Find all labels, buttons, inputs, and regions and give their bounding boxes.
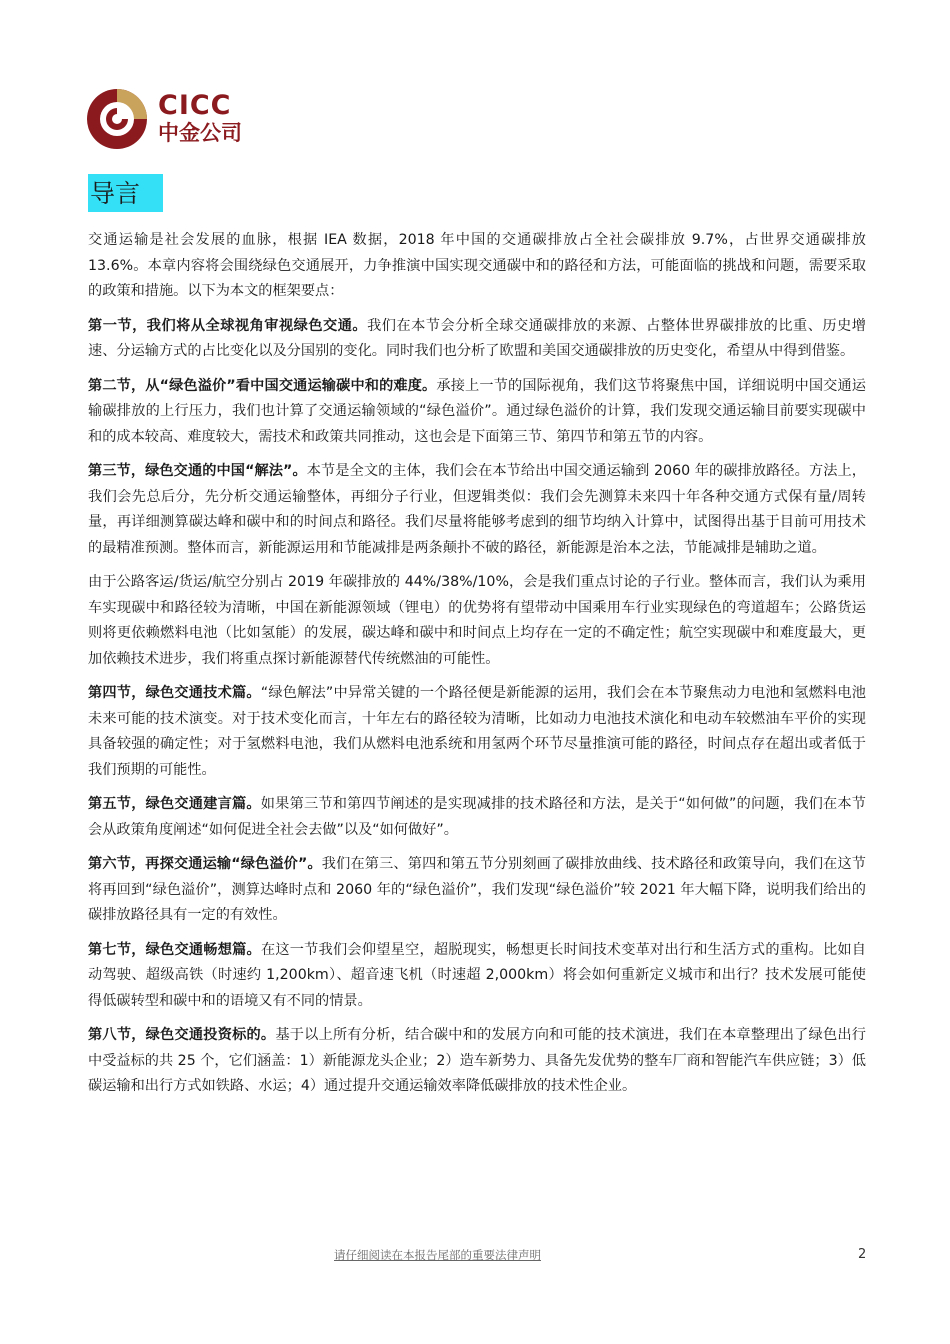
paragraph-text: 承接上一节的国际视角，我们这节将聚焦中国，详细说明中国交通运输碳排放的上行压力，我们也计算了交通运输领域的“绿色溢价”。通过绿色溢价的计算，我们发现交通运输目前要实现碳中和的成本较高、难度较大，需技术和政策共同推动，这也会是下面第三节、第四节和第五节的内容。 <box>88 377 866 445</box>
paragraph-lead: 第二节，从“绿色溢价”看中国交通运输碳中和的难度。 <box>88 377 437 394</box>
paragraph-lead: 第四节，绿色交通技术篇。 <box>88 685 261 701</box>
paragraph-text: 由于公路客运/货运/航空分别占 2019 年碳排放的 44%/38%/10%，会是我们重点讨论的子行业。整体而言，我们认为乘用车实现碳中和路径较为清晰，中国在新能源领域（锂电）的优势将有望带动中国乘用车行业实现绿色的弯道超车；公路货运则将更依赖燃料电池（比如氢能）的发展，碳达峰和碳中和时间点上均存在一定的不确定性；航空实现碳中和难度最大，更加依赖技术进步，我们将重点探讨新能源替代传统燃油的可能性。 <box>88 574 866 667</box>
paragraph-text: 交通运输是社会发展的血脉，根据 IEA 数据，2018 年中国的交通碳排放占全社会碳排放 9.7%，占世界交通碳排放 13.6%。本章内容将会围绕绿色交通展开，力争推演中国实现交通碳中和的路径和方法，可能面临的挑战和问题，需要采取的政策和措施。以下为本文的框架要点： <box>88 232 866 299</box>
paragraph-section-8 <box>88 1023 866 1100</box>
paragraph-lead: 第七节，绿色交通畅想篇。 <box>88 941 261 958</box>
legal-disclaimer-link[interactable]: 请仔细阅读在本报告尾部的重要法律声明 <box>334 1248 541 1262</box>
paragraph-lead: 第八节，绿色交通投资标的。 <box>88 1027 276 1043</box>
cicc-logo-icon <box>86 88 148 150</box>
cicc-logo <box>86 88 256 150</box>
logo-text-zh: 中金公司 <box>158 121 242 145</box>
paragraph-lead: 第五节，绿色交通建言篇。 <box>88 796 261 812</box>
paragraph-text: 在这一节我们会仰望星空，超脱现实，畅想更长时间技术变革对出行和生活方式的重构。比如自动驾驶、超级高铁（时速约 1,200km）、超音速飞机（时速超 2,000km）将会如何重新定义城市和出行？技术发展可能使得低碳转型和碳中和的语境又有不同的情景。 <box>88 941 866 1009</box>
section-title: 导言 <box>88 174 163 212</box>
paragraph-text: 我们在本节会分析全球交通碳排放的来源、占整体世界碳排放的比重、历史增速、分运输方式的占比变化以及分国别的变化。同时我们也分析了欧盟和美国交通碳排放的历史变化，希望从中得到借鉴。 <box>88 317 866 359</box>
paragraph-section-3 <box>88 459 866 561</box>
paragraph-section-2 <box>88 374 866 451</box>
paragraph-text: 我们在第三、第四和第五节分别刻画了碳排放曲线、技术路径和政策导向，我们在这节将再回到“绿色溢价”，测算达峰时点和 2060 年的“绿色溢价”，我们发现“绿色溢价”较 2021 年大幅下降，说明我们给出的碳排放路径具有一定的有效性。 <box>88 856 866 923</box>
paragraph-lead: 第一节，我们将从全球视角审视绿色交通。 <box>88 317 368 334</box>
page-number: 2 <box>858 1247 867 1262</box>
paragraph-text: 基于以上所有分析，结合碳中和的发展方向和可能的技术演进，我们在本章整理出了绿色出行中受益标的共 25 个，它们涵盖：1）新能源龙头企业；2）造车新势力、具备先发优势的整车厂商和智能汽车供应链；3）低碳运输和出行方式如铁路、水运；4）通过提升交通运输效率降低碳排放的技术性企业。 <box>88 1027 866 1094</box>
paragraph-section-1 <box>88 314 866 365</box>
paragraph-section-3-detail <box>88 570 866 672</box>
paragraph-text: 本节是全文的主体，我们会在本节给出中国交通运输到 2060 年的碳排放路径。方法上，我们会先总后分，先分析交通运输整体，再细分子行业，但逻辑类似：我们会先测算未来四十年各种交通方式保有量/周转量，再详细测算碳达峰和碳中和的时间点和路径。我们尽量将能够考虑到的细节均纳入计算中，试图得出基于目前可用技术的最精准预测。整体而言，新能源运用和节能减排是两条颠扑不破的路径，新能源是治本之法，节能减排是辅助之道。 <box>88 463 866 556</box>
page-footer <box>0 1246 950 1266</box>
paragraph-text: “绿色解法”中异常关键的一个路径便是新能源的运用，我们会在本节聚焦动力电池和氢燃料电池未来可能的技术演变。对于技术变化而言，十年左右的路径较为清晰，比如动力电池技术演化和电动车较燃油车平价的实现具备较强的确定性；对于氢燃料电池，我们从燃料电池系统和用氢两个环节尽量推演可能的路径，时间点存在超出或者低于我们预期的可能性。 <box>88 685 866 778</box>
logo-text-en: CICC <box>158 90 232 121</box>
paragraph-text: 如果第三节和第四节阐述的是实现减排的技术路径和方法，是关于“如何做”的问题，我们在本节会从政策角度阐述“如何促进全社会去做”以及“如何做好”。 <box>88 796 866 838</box>
document-body <box>88 228 866 1109</box>
paragraph-lead: 第三节，绿色交通的中国“解法”。 <box>88 463 307 479</box>
paragraph-section-6 <box>88 852 866 929</box>
paragraph-section-5 <box>88 792 866 843</box>
paragraph-intro <box>88 228 866 305</box>
paragraph-section-4 <box>88 681 866 783</box>
paragraph-lead: 第六节，再探交通运输“绿色溢价”。 <box>88 856 322 872</box>
paragraph-section-7 <box>88 938 866 1015</box>
